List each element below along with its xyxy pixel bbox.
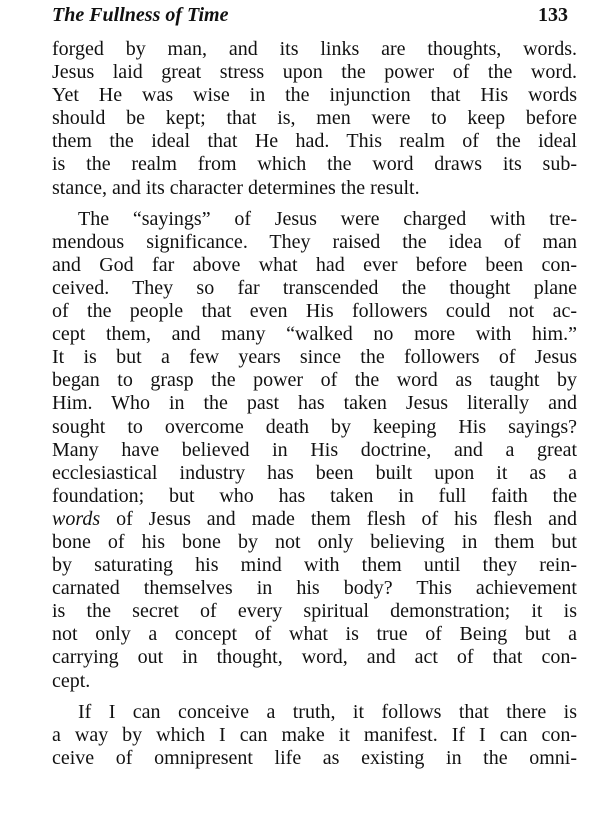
text-line: ceived. They so far transcended the thought plane	[52, 276, 577, 299]
running-head	[52, 4, 568, 34]
text-line: It is but a few years since the followers of Jesus	[52, 346, 577, 369]
text-line: of the people that even His followers could not ac-	[52, 300, 577, 323]
text-line: them the ideal that He had. This realm of the ideal	[52, 130, 577, 153]
text-line: began to grasp the power of the word as taught by	[52, 369, 577, 392]
paragraph-2	[52, 208, 577, 693]
text-line: sought to overcome death by keeping His sayings?	[52, 415, 577, 438]
text-line: should be kept; that is, men were to keep before	[52, 107, 577, 130]
text-line: ecclesiastical industry has been built upon it as a	[52, 461, 577, 484]
text-line: not only a concept of what is true of Being but a	[52, 623, 577, 646]
emphasized-word: words	[52, 507, 101, 530]
paragraph-1	[52, 38, 577, 200]
text-line: Him. Who in the past has taken Jesus literally and	[52, 392, 577, 415]
chapter-title: The Fullness of Time	[52, 4, 229, 26]
text-line: forged by man, and its links are thoughts, words.	[52, 38, 577, 60]
text-line: The “sayings” of Jesus were charged with tre-	[78, 207, 577, 230]
text-line: ceive of omnipresent life as existing in the omni-	[52, 746, 577, 769]
text-line: bone of his bone by not only believing in them but	[52, 530, 577, 553]
text-line: is the realm from which the word draws its sub-	[52, 153, 577, 176]
body-text	[52, 38, 577, 770]
text-line: cept.	[52, 669, 91, 692]
text-line: cept them, and many “walked no more with him.”	[52, 323, 577, 346]
text-line-with-emphasis	[52, 508, 577, 531]
text-line: mendous significance. They raised the idea of man	[52, 230, 577, 253]
text-line: If I can conceive a truth, it follows that there is	[78, 700, 577, 723]
text-line: foundation; but who has taken in full faith the	[52, 484, 577, 507]
text-line: stance, and its character determines the result.	[52, 176, 420, 199]
text-line: Jesus laid great stress upon the power of the word.	[52, 61, 577, 84]
text-line: carnated themselves in his body? This achievement	[52, 577, 577, 600]
page-number: 133	[538, 4, 568, 26]
text-line: by saturating his mind with them until they rein-	[52, 554, 577, 577]
text-line: and God far above what had ever before been con-	[52, 253, 577, 276]
text-line: is the secret of every spiritual demonstration; it is	[52, 600, 577, 623]
text-line-remainder: of Jesus and made them flesh of his flesh and	[116, 507, 577, 530]
text-line: Many have believed in His doctrine, and a great	[52, 438, 577, 461]
paragraph-3	[52, 701, 577, 770]
text-line: a way by which I can make it manifest. If I can con-	[52, 723, 577, 746]
text-line: Yet He was wise in the injunction that His words	[52, 84, 577, 107]
text-line: carrying out in thought, word, and act of that con-	[52, 646, 577, 669]
